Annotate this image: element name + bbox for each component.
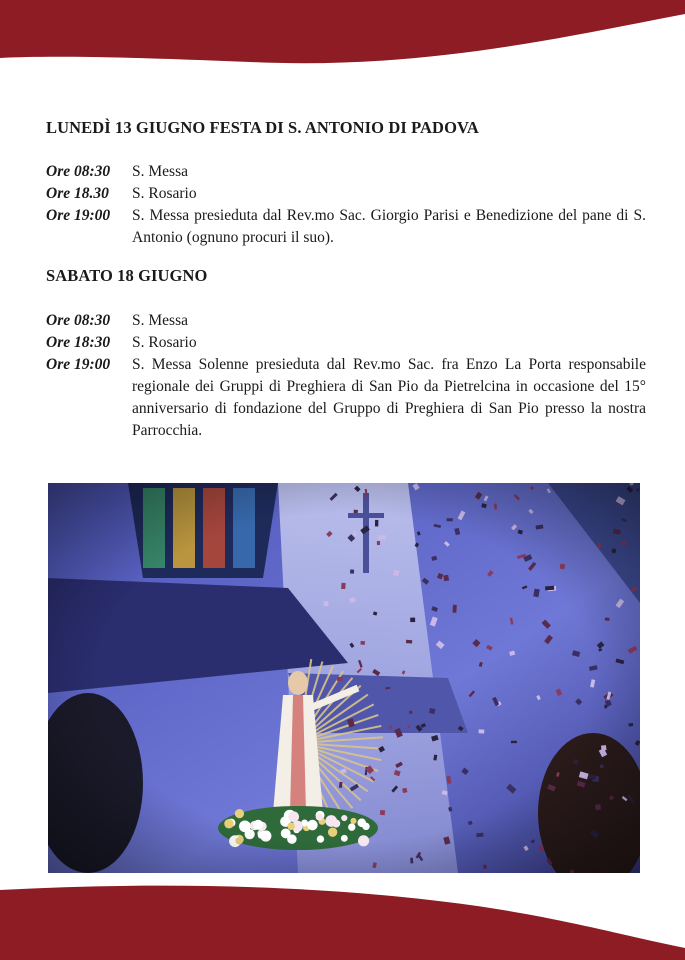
festival-photo-illustration [48,483,640,873]
festival-photo [48,483,640,873]
schedule-list-june-18 [46,310,646,442]
schedule-row [46,310,646,332]
schedule-list-june-13 [46,161,646,249]
schedule-time: Ore 18:30 [46,334,111,351]
schedule-time: Ore 18.30 [46,185,109,202]
schedule-desc: S. Rosario [132,334,197,351]
schedule-row [46,183,646,205]
schedule-row [46,205,646,249]
schedule-desc: S. Messa presieduta dal Rev.mo Sac. Giorgio Parisi e Benedizione del pane di S. Antonio (ognuno procuri il suo). [132,207,646,246]
schedule-desc: S. Messa [132,163,188,180]
schedule-time: Ore 08:30 [46,312,111,329]
top-wave-decoration [0,0,685,70]
schedule-row [46,161,646,183]
schedule-time: Ore 19:00 [46,356,111,373]
schedule-desc: S. Messa Solenne presieduta dal Rev.mo Sac. fra Enzo La Porta responsabile regionale dei Gruppi di Preghiera di San Pio da Pietrelcina in occasione del 15° anniversario di fondazione del Gruppo di Preghiera di San Pio presso la nostra Parrocchia. [132,356,646,439]
schedule-desc: S. Messa [132,312,188,329]
section-title-june-13: LUNEDÌ 13 GIUGNO FESTA DI S. ANTONIO DI PADOVA [46,118,479,137]
schedule-row [46,332,646,354]
schedule-desc: S. Rosario [132,185,197,202]
schedule-time: Ore 08:30 [46,163,111,180]
schedule-time: Ore 19:00 [46,207,111,224]
schedule-row [46,354,646,442]
section-title-june-18: SABATO 18 GIUGNO [46,266,208,285]
bottom-wave-decoration [0,880,685,960]
